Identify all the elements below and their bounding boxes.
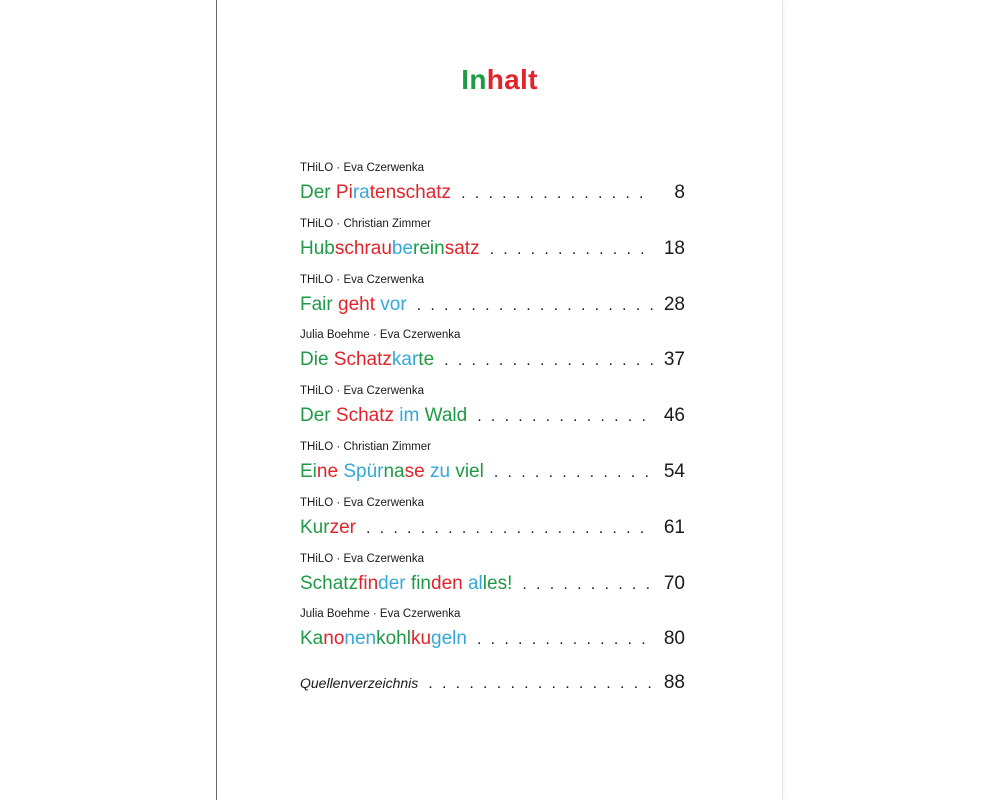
dot-leader	[494, 464, 653, 482]
title-segment: In	[461, 64, 487, 95]
syllable: ten	[369, 182, 397, 203]
entry-authors: THiLO · Eva Czerwenka	[300, 496, 424, 509]
entry-authors: THiLO · Eva Czerwenka	[300, 385, 424, 398]
syllable: ne	[316, 460, 344, 482]
toc-entry-sources	[300, 672, 685, 694]
page-title	[217, 64, 782, 96]
syllable: Ei	[300, 460, 317, 482]
story-title	[300, 517, 356, 539]
syllable: Pi	[335, 182, 353, 203]
page-number: 46	[663, 405, 685, 427]
story-title	[300, 573, 512, 595]
story-title	[300, 182, 451, 204]
syllable: Der	[300, 405, 336, 427]
page-number: 28	[663, 293, 685, 315]
toc-entry	[300, 160, 685, 216]
syllable: den	[431, 572, 468, 594]
table-of-contents	[300, 160, 685, 662]
syllable: im	[399, 405, 425, 427]
syllable: satz	[444, 237, 480, 259]
toc-entry	[300, 216, 685, 272]
syllable: Fair	[300, 293, 338, 315]
story-title	[300, 294, 407, 316]
syllable: kar	[391, 349, 419, 371]
page-number: 80	[663, 628, 685, 650]
syllable: fin	[410, 572, 431, 594]
dot-leader	[477, 408, 653, 426]
syllable: kohl	[376, 628, 411, 650]
entry-authors: Julia Boehme · Eva Czerwenka	[300, 608, 461, 621]
syllable: no	[323, 628, 345, 650]
toc-entry	[300, 551, 685, 607]
syllable: be	[391, 237, 414, 259]
syllable: Hub	[300, 237, 335, 259]
dot-leader	[444, 352, 653, 370]
story-title	[300, 628, 467, 650]
syllable: fin	[358, 572, 379, 594]
toc-entry	[300, 439, 685, 495]
syllable: rein	[413, 237, 445, 259]
story-title	[300, 405, 467, 427]
dot-leader	[522, 576, 653, 594]
entry-authors: THiLO · Christian Zimmer	[300, 217, 431, 230]
syllable: Schatz	[300, 572, 359, 594]
syllable: zer	[329, 516, 356, 538]
syllable: Schatz	[335, 405, 400, 427]
syllable: ku	[410, 628, 432, 650]
sources-label: Quellenverzeichnis	[300, 675, 419, 691]
story-title	[300, 349, 434, 371]
syllable: schatz	[396, 182, 452, 203]
syllable: Die	[300, 349, 334, 371]
syllable: vor	[380, 293, 407, 315]
entry-authors: THiLO · Eva Czerwenka	[300, 162, 424, 174]
dot-leader	[428, 675, 653, 693]
toc-entry	[300, 495, 685, 551]
toc-entry	[300, 327, 685, 383]
toc-entry	[300, 383, 685, 439]
syllable: na	[383, 460, 405, 482]
syllable: schrau	[334, 237, 392, 259]
toc-entry	[300, 272, 685, 328]
syllable: Kur	[300, 516, 330, 538]
title-segment: halt	[486, 64, 538, 95]
entry-authors: THiLO · Christian Zimmer	[300, 440, 431, 453]
dot-leader	[366, 520, 653, 538]
syllable: nen	[344, 628, 377, 650]
dot-leader	[490, 241, 653, 259]
syllable: geht	[338, 293, 381, 315]
page-number: 70	[663, 572, 685, 594]
syllable: al	[467, 572, 483, 594]
syllable: ra	[352, 182, 370, 203]
story-title	[300, 461, 484, 483]
entry-authors: Julia Boehme · Eva Czerwenka	[300, 329, 461, 342]
book-page	[216, 0, 782, 800]
page-number: 88	[663, 672, 685, 693]
toc-entry	[300, 606, 685, 662]
syllable: zu	[429, 460, 456, 482]
syllable: Spür	[343, 460, 384, 482]
page-number: 61	[663, 516, 685, 538]
story-title	[300, 238, 480, 260]
syllable: geln	[431, 628, 467, 650]
page-number: 54	[663, 460, 685, 482]
syllable: se	[404, 460, 430, 482]
page-number: 8	[674, 182, 685, 203]
syllable: der	[378, 572, 411, 594]
page-number: 18	[663, 237, 685, 259]
syllable: les!	[482, 572, 513, 594]
entry-authors: THiLO · Eva Czerwenka	[300, 273, 424, 286]
syllable: Der	[300, 182, 336, 203]
dot-leader	[477, 631, 653, 649]
syllable: viel	[455, 460, 484, 482]
syllable: te	[418, 349, 435, 371]
dot-leader	[461, 185, 653, 203]
syllable: Wald	[424, 405, 468, 427]
page-number: 37	[663, 349, 685, 371]
dot-leader	[417, 297, 653, 315]
syllable: Ka	[300, 628, 324, 650]
syllable: Schatz	[333, 349, 392, 371]
entry-authors: THiLO · Eva Czerwenka	[300, 552, 424, 565]
